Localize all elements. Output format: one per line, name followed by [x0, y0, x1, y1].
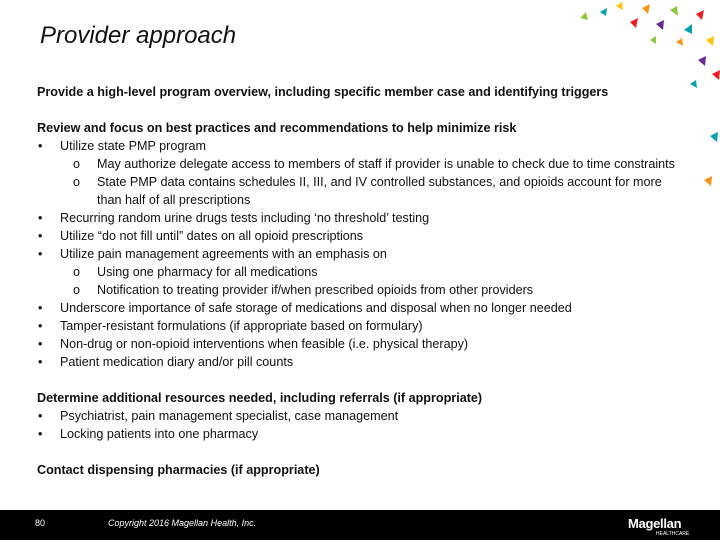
page-number: 80	[35, 518, 46, 528]
review-sub-bullet	[37, 155, 687, 173]
review-bullet: • Utilize pain management agreements with an emphasis on	[37, 245, 687, 263]
slide-body	[37, 83, 687, 479]
copyright-text: Copyright 2016 Magellan Health, Inc.	[108, 518, 257, 528]
contact-heading: Contact dispensing pharmacies (if appropriate)	[37, 463, 320, 477]
review-bullet: • Utilize “do not fill until” dates on all opioid prescriptions	[37, 227, 687, 245]
sub-bullet-text: Using one pharmacy for all medications	[97, 265, 318, 279]
resources-bullet: • Psychiatrist, pain management specialist, case management	[37, 407, 687, 425]
review-bullet: • Underscore importance of safe storage of medications and disposal when no longer needed	[37, 299, 687, 317]
review-sub-bullet	[37, 173, 687, 209]
sub-bullet-text: Notification to treating provider if/when prescribed opioids from other providers	[97, 283, 534, 297]
review-bullet: • Non-drug or non-opioid interventions when feasible (i.e. physical therapy)	[37, 335, 687, 353]
review-bullet: • Tamper-resistant formulations (if appropriate based on formulary)	[37, 317, 687, 335]
sub-bullet-marker: o	[73, 283, 81, 297]
review-bullet: • Patient medication diary and/or pill counts	[37, 353, 687, 371]
magellan-logo	[628, 515, 690, 537]
resources-bullet: • Locking patients into one pharmacy	[37, 425, 687, 443]
sub-bullet-text: State PMP data contains schedules II, III, and IV controlled substances, and opioids account for more than half of all prescriptions	[97, 175, 662, 207]
logo-subtitle: HEALTHCARE	[656, 531, 690, 537]
sub-bullet-marker: o	[73, 265, 81, 279]
review-sub-bullet	[37, 263, 687, 281]
sub-bullet-marker: o	[73, 175, 81, 189]
intro-heading: Provide a high-level program overview, including specific member case and identifying triggers	[37, 85, 609, 99]
sub-bullet-marker: o	[73, 157, 81, 171]
review-heading: Review and focus on best practices and recommendations to help minimize risk	[37, 121, 517, 135]
logo-name: Magellan	[628, 516, 682, 531]
review-bullet: • Utilize state PMP program	[37, 137, 687, 155]
slide-title: Provider approach	[40, 22, 237, 49]
footer-bar	[0, 510, 720, 540]
review-sub-bullet	[37, 281, 687, 299]
review-bullet: • Recurring random urine drugs tests including ‘no threshold’ testing	[37, 209, 687, 227]
resources-heading: Determine additional resources needed, including referrals (if appropriate)	[37, 391, 483, 405]
sub-bullet-text: May authorize delegate access to members of staff if provider is unable to check due to time constraints	[97, 157, 675, 171]
